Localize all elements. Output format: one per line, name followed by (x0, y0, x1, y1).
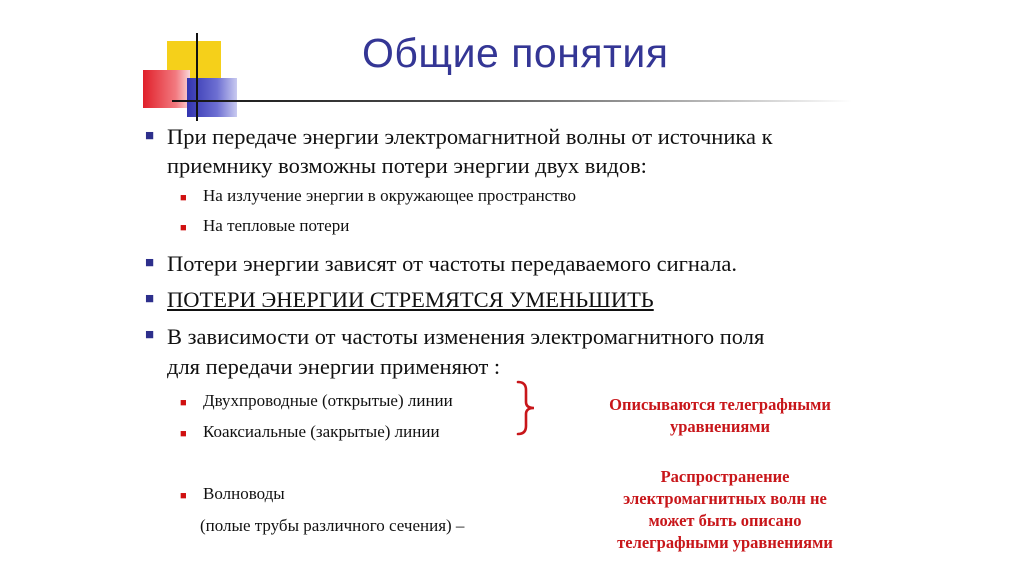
logo-vertical-line (196, 33, 198, 121)
logo-red-square (143, 70, 190, 108)
slide-title: Общие понятия (362, 30, 669, 76)
item1-line2: приемнику возможны потери энергии двух видов: (167, 153, 647, 178)
sub-bullet-icon: ■ (180, 192, 187, 204)
telegraph-note-line1: Описываются телеграфными (609, 395, 831, 414)
item3-text: ПОТЕРИ ЭНЕРГИИ СТРЕМЯТСЯ УМЕНЬШИТЬ (167, 287, 654, 312)
waveguide-note-line4: телеграфными уравнениями (617, 533, 833, 552)
bullet-icon: ■ (145, 127, 155, 144)
item1-sub2: На тепловые потери (203, 216, 350, 235)
item1-line1: При передаче энергии электромагнитной волны от источника к (167, 124, 773, 149)
waveguide-note-line2: электромагнитных волн не (623, 489, 827, 508)
logo-blue-square (187, 78, 237, 117)
item4-line2: для передачи энергии применяют : (167, 354, 501, 379)
item4-sub1: Двухпроводные (открытые) линии (203, 391, 453, 410)
sub-bullet-icon: ■ (180, 222, 187, 234)
waveguide-note (560, 466, 890, 554)
item4-sub3: Волноводы (203, 484, 285, 503)
item4-line1: В зависимости от частоты изменения электромагнитного поля (167, 324, 765, 349)
item4-sub2: Коаксиальные (закрытые) линии (203, 422, 440, 441)
waveguide-description: (полые трубы различного сечения) – (200, 516, 465, 535)
item2-text: Потери энергии зависят от частоты передаваемого сигнала. (167, 251, 737, 276)
bullet-icon: ■ (145, 254, 155, 271)
waveguide-note-line3: может быть описано (648, 511, 802, 530)
bullet-icon: ■ (145, 290, 155, 307)
sub-bullet-icon: ■ (180, 428, 187, 440)
bullet-icon: ■ (145, 326, 155, 343)
sub-bullet-icon: ■ (180, 490, 187, 502)
telegraph-note-line2: уравнениями (669, 417, 771, 436)
curly-brace-icon (514, 380, 540, 436)
title-divider (172, 100, 852, 102)
item1-sub1: На излучение энергии в окружающее пространство (203, 186, 577, 205)
telegraph-note (555, 394, 885, 438)
waveguide-note-line1: Распространение (660, 467, 790, 486)
sub-bullet-icon: ■ (180, 397, 187, 409)
